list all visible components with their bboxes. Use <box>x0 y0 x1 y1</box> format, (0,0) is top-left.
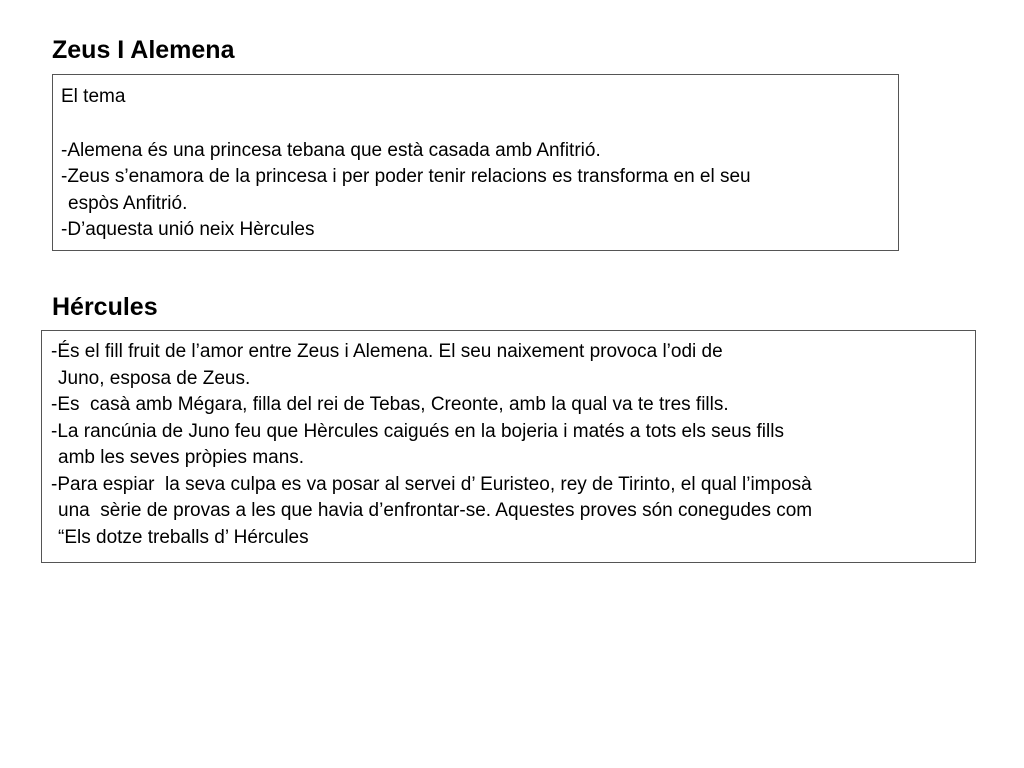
text-line: -D’aquesta unió neix Hèrcules <box>61 219 315 240</box>
text-line: “Els dotze treballs d’ Hércules <box>58 526 309 548</box>
text-line: amb les seves pròpies mans. <box>58 447 305 468</box>
section-title-zeus-alemena: Zeus I Alemena <box>52 36 235 64</box>
hercules-text-box <box>41 330 976 563</box>
box-heading: El tema <box>61 86 126 107</box>
text-line: -La rancúnia de Juno feu que Hèrcules caigués en la bojeria i matés a tots els seus fills <box>51 420 784 442</box>
text-line: -Para espiar la seva culpa es va posar al servei d’ Euristeo, rey de Tirinto, el qual l’imposà <box>51 473 812 495</box>
text-line: Juno, esposa de Zeus. <box>58 367 251 389</box>
text-line: -Zeus s’enamora de la princesa i per poder tenir relacions es transforma en el seu <box>61 166 751 187</box>
text-line: -Es casà amb Mégara, filla del rei de Tebas, Creonte, amb la qual va te tres fills. <box>51 394 729 415</box>
section-title-hercules: Hércules <box>52 293 158 321</box>
text-line: -És el fill fruit de l’amor entre Zeus i Alemena. El seu naixement provoca l’odi de <box>51 341 723 362</box>
text-line: -Alemena és una princesa tebana que està casada amb Anfitrió. <box>61 139 601 161</box>
blank-line <box>61 111 898 138</box>
theme-text-box <box>52 74 899 251</box>
text-line: una sèrie de provas a les que havia d’enfrontar-se. Aquestes proves són conegudes com <box>58 500 813 521</box>
text-line: espòs Anfitrió. <box>68 192 188 214</box>
